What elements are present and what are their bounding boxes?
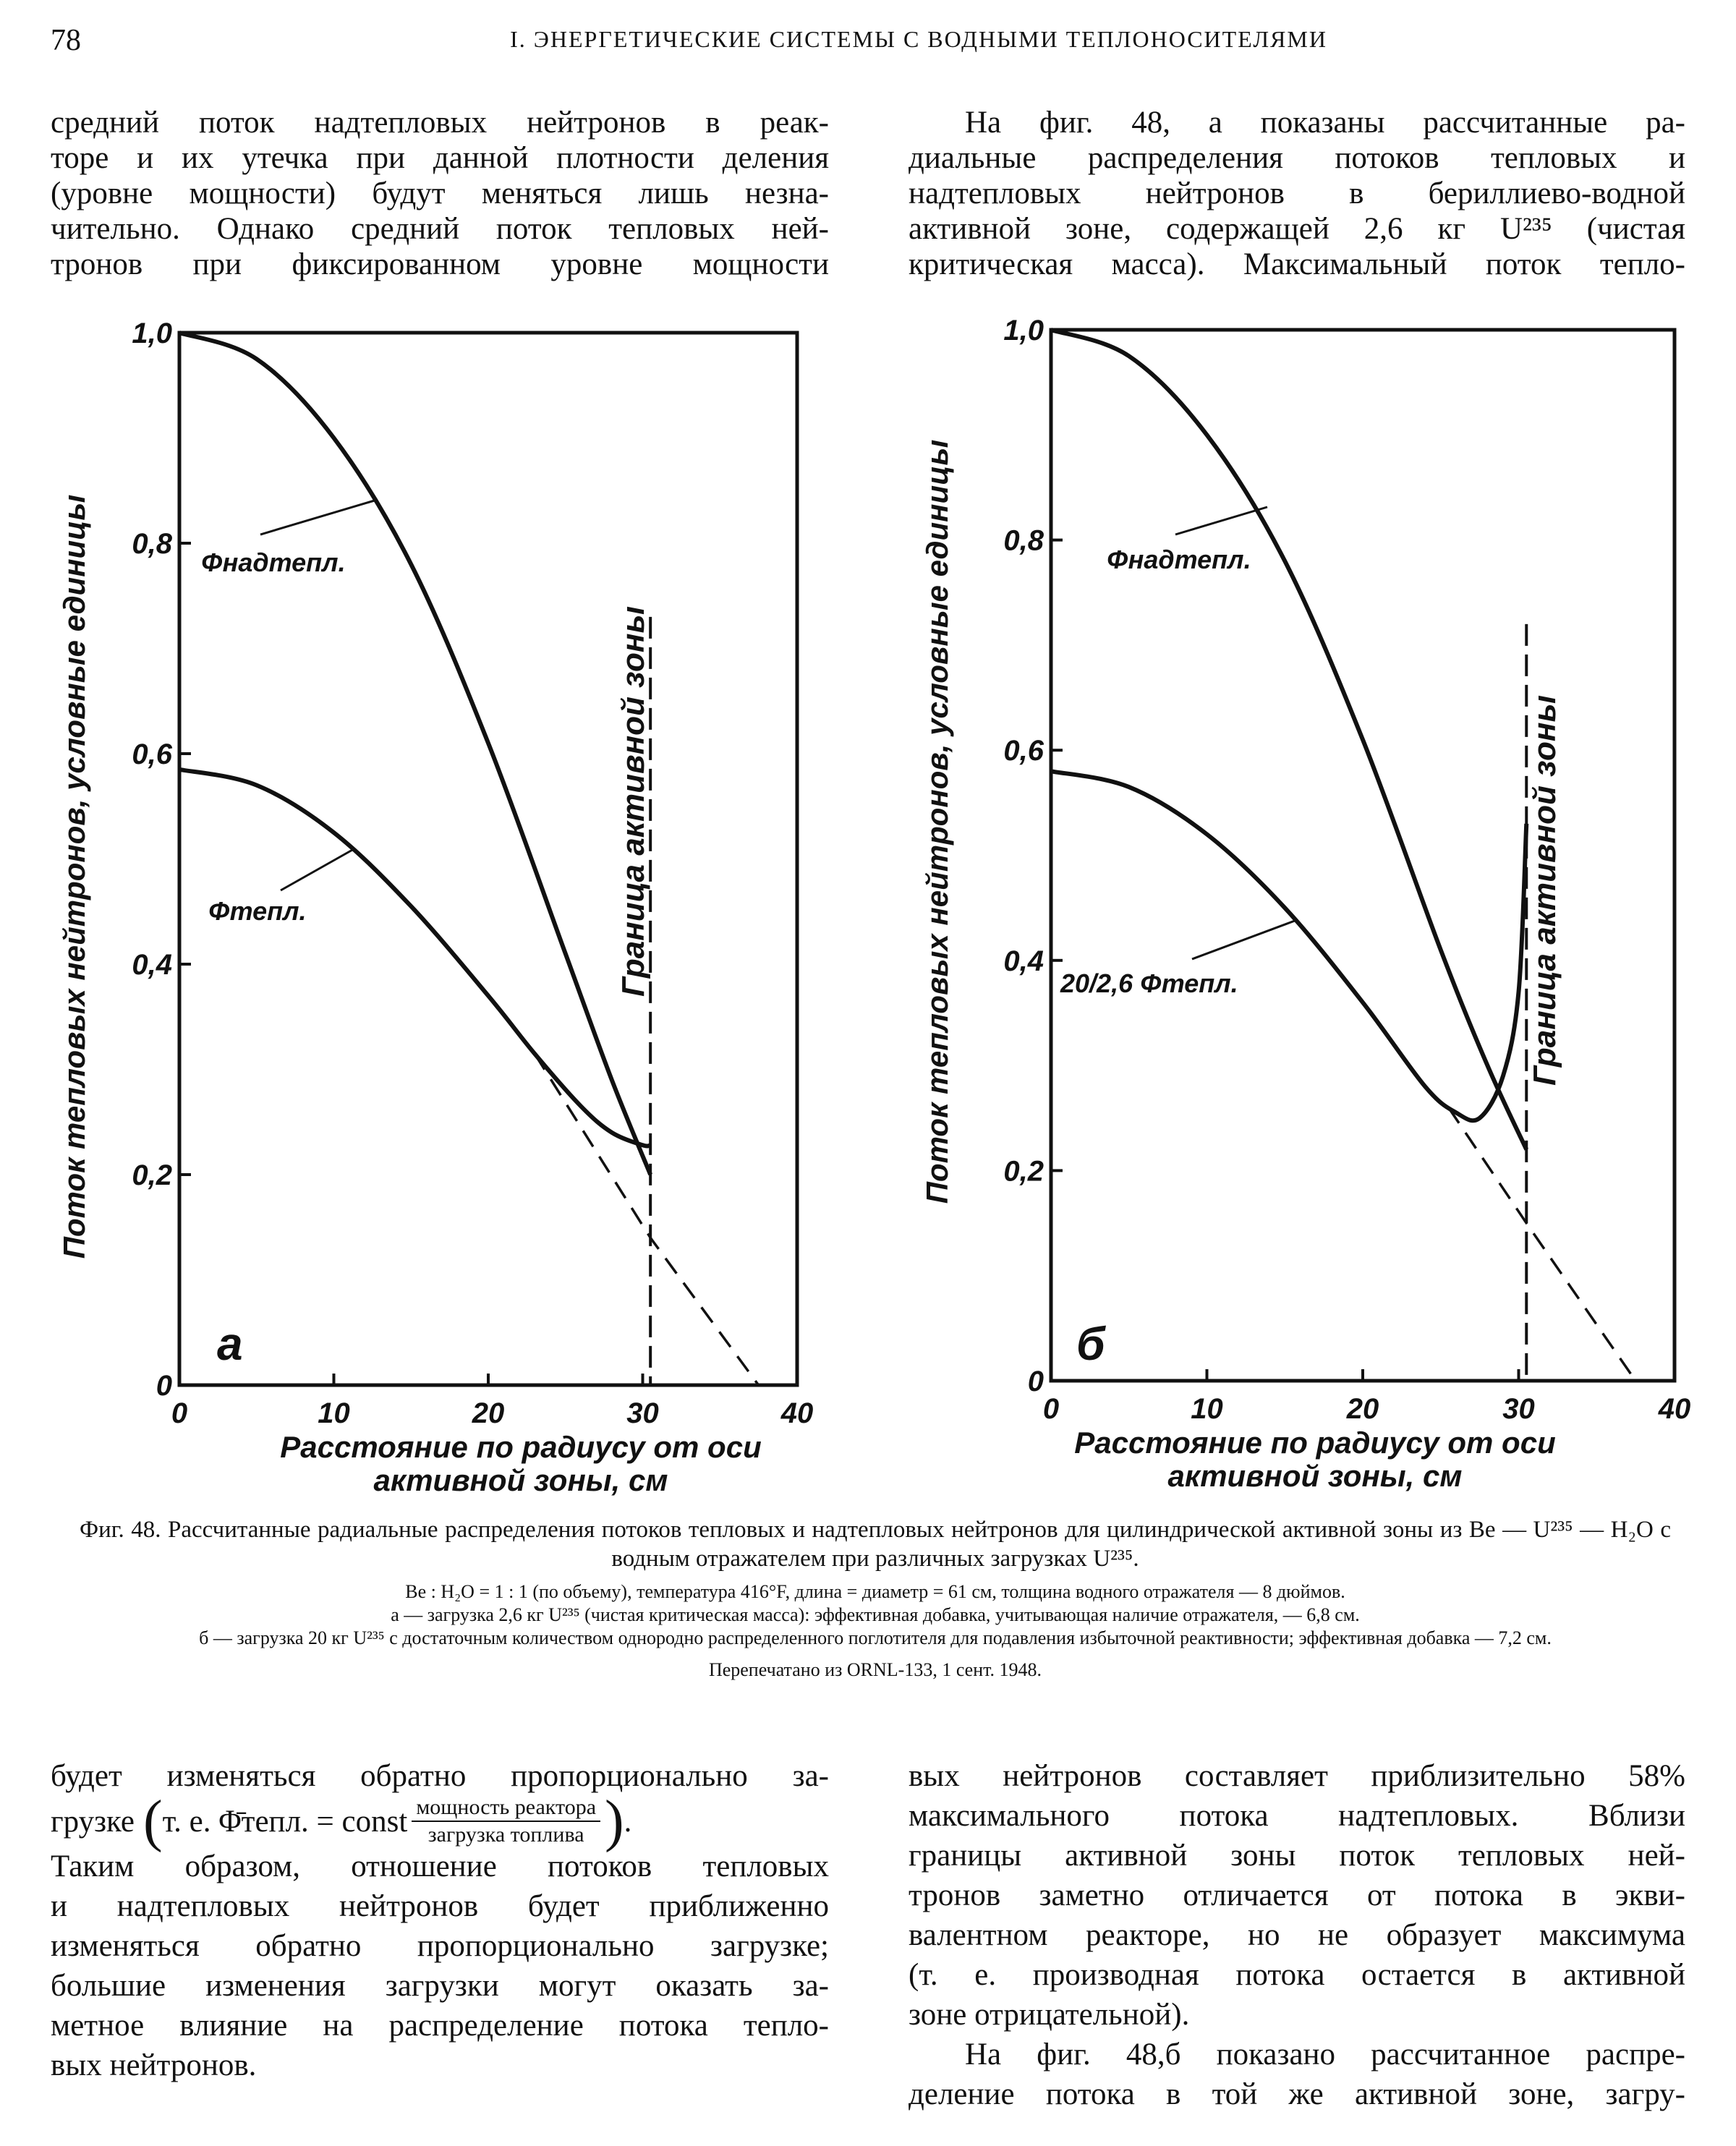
x-tick-label: 0 [1042,1393,1060,1425]
panel-letter: б [1076,1318,1105,1370]
text-line: На фиг. 48,б показано рассчитанное распре- [965,2038,1685,2072]
series-label-epithermal: Φнадтепл. [1107,545,1251,574]
text-column-bottom-left [51,1756,829,2085]
series-line [179,770,650,1146]
text-line: активной зоне, содержащей 2,6 кг U²³⁵ (чистая [909,212,1685,246]
y-tick-label: 0,6 [132,738,172,770]
text-line: торе и их утечка при данной плотности деления [51,141,829,175]
x-tick-label: 20 [1346,1393,1379,1425]
y-tick-label: 0 [156,1370,172,1402]
text-line: критическая масса). Максимальный поток тепло- [909,247,1685,281]
text-line: вых нейтронов составляет приблизительно 58% [909,1759,1685,1793]
text-line: На фиг. 48, а показаны рассчитанные ра- [965,106,1685,140]
series-label-thermal: 20/2,6 Φтепл. [1060,968,1238,998]
text-line: и надтепловых нейтронов будет приближенно [51,1889,829,1923]
text-line: большие изменения загрузки могут оказать за- [51,1969,829,2003]
text-line: (уровне мощности) будут меняться лишь незна- [51,176,829,210]
text-line: изменяться обратно пропорционально загрузке; [51,1929,829,1963]
y-tick-label: 0 [1027,1366,1044,1397]
text-line: границы активной зоны поток тепловых ней- [909,1839,1685,1873]
panel-letter: а [217,1318,243,1370]
y-tick-label: 0,6 [1003,735,1044,767]
series-line [1051,771,1526,1120]
extrapolation-dashed-line [1449,1107,1636,1381]
y-axis-label: Поток тепловых нейтронов, условные единицы [920,439,954,1204]
x-axis-label: активной зоны, см [373,1463,668,1497]
formula-lhs: т. е. Φ̄тепл. = const [162,1804,408,1839]
caption-title: Фиг. 48. Рассчитанные радиальные распределения потоков тепловых и надтепловых нейтронов для цилиндрической активной зоны из Be — U²³⁵ — H₂O с водным отражателем при различных загрузках U²³⁵. [80,1517,1671,1572]
text-line: метное влияние на распределение потока тепло- [51,2009,829,2043]
x-tick-label: 40 [1658,1393,1691,1425]
text-column-bottom-right [909,1756,1685,2114]
x-tick-label: 30 [626,1397,659,1429]
y-tick-label: 1,0 [132,318,172,349]
text-line: средний поток надтепловых нейтронов в реак- [51,106,829,140]
formula-numerator: мощность реактора [412,1794,600,1822]
text-line: тронов при фиксированном уровне мощности [51,247,829,281]
page-number: 78 [51,24,81,57]
x-axis-label: активной зоны, см [1167,1459,1463,1493]
extrapolation-dashed-line [535,1054,759,1385]
text-line: Таким образом, отношение потоков тепловых [51,1849,829,1883]
y-tick-label: 0,8 [132,528,172,560]
plot-frame [1051,330,1675,1381]
boundary-label: Граница активной зоны [1527,694,1562,1086]
leader-line [260,500,377,535]
figure-caption [65,1515,1685,1682]
x-axis-label: Расстояние по радиусу от оси [280,1430,762,1464]
boundary-label: Граница активной зоны [616,605,651,997]
formula-fraction [412,1794,600,1848]
formula-line: грузке ( т. е. Φ̄тепл. = const $\frac{\text{мощность реактора}}{\text{загрузка топлива}}$ ) . [51,1789,632,1853]
plot-frame [179,333,797,1385]
text-line: будет изменяться обратно пропорционально за- [51,1759,829,1793]
x-tick-label: 10 [1191,1393,1223,1425]
text-line: (т. е. производная потока остается в активной [909,1958,1685,1992]
y-tick-label: 0,2 [132,1159,172,1191]
text-line: чительно. Однако средний поток тепловых ней- [51,212,829,246]
caption-note: а — загрузка 2,6 кг U²³⁵ (чистая критическая масса): эффективная добавка, учитывающая наличие отражателя, — 6,8 см. [391,1604,1360,1625]
text-line: вых нейтронов. [51,2048,257,2082]
y-tick-label: 0,2 [1003,1155,1044,1188]
x-tick-label: 20 [472,1397,505,1429]
y-axis-label: Поток тепловых нейтронов, условные единицы [57,494,91,1259]
series-line [1051,330,1526,1149]
running-title: I. ЭНЕРГЕТИЧЕСКИЕ СИСТЕМЫ С ВОДНЫМИ ТЕПЛОНОСИТЕЛЯМИ [510,26,1327,52]
caption-source: Перепечатано из ORNL-133, 1 сент. 1948. [708,1659,1042,1680]
x-tick-label: 10 [318,1397,350,1429]
series-label-thermal: Φтепл. [208,896,307,926]
text-line: максимального потока надтепловых. Вблизи [909,1799,1685,1833]
caption-note: б — загрузка 20 кг U²³⁵ с достаточным количеством однородно распределенного поглотителя для подавления избыточной реактивности; эффективная добавка — 7,2 см. [199,1627,1552,1648]
formula-denominator: загрузка топлива [427,1823,584,1847]
leader-line [1175,507,1267,535]
text-line: зоне отрицательной). [909,1998,1190,2032]
series-label-epithermal: Φнадтепл. [201,548,346,577]
y-tick-label: 1,0 [1003,315,1044,346]
leader-line [281,849,354,890]
y-tick-label: 0,4 [1003,945,1044,977]
text-line: тронов заметно отличается от потока в экви- [909,1878,1685,1912]
y-tick-label: 0,4 [132,949,172,981]
text-line: диальные распределения потоков тепловых и [909,141,1685,175]
series-line [179,333,650,1175]
x-tick-label: 0 [171,1397,188,1429]
x-axis-label: Расстояние по радиусу от оси [1074,1426,1556,1460]
text-fragment: грузке [51,1804,135,1839]
text-line: валентном реакторе, но не образует максимума [909,1918,1685,1952]
y-tick-label: 0,8 [1003,524,1044,557]
caption-note: Be : H₂O = 1 : 1 (по объему), температура 416°F, длина = диаметр = 61 см, толщина водного отражателя — 8 дюймов. [405,1581,1345,1602]
x-tick-label: 30 [1502,1393,1535,1425]
leader-line [1192,921,1295,959]
x-tick-label: 40 [780,1397,814,1429]
text-line: надтепловых нейтронов в бериллиево-водной [909,176,1685,210]
text-line: деление потока в той же активной зоне, загру- [909,2077,1685,2111]
